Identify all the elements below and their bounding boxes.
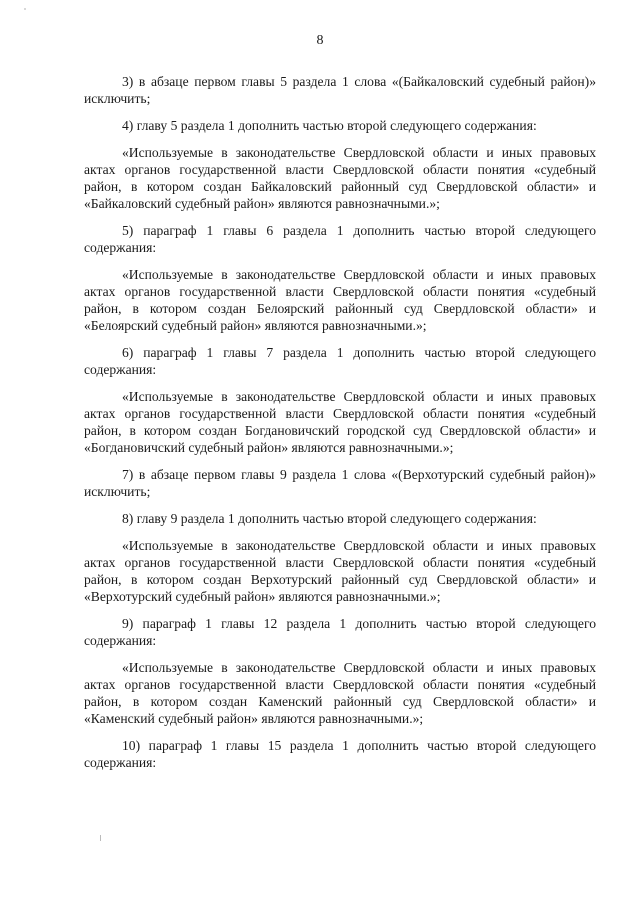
paragraph-item-4: 4) главу 5 раздела 1 дополнить частью второй следующего содержания: <box>122 118 537 133</box>
paragraph-item-6: 6) параграф 1 главы 7 раздела 1 дополнить частью второй следующего содержания: <box>84 345 596 377</box>
paragraph-item-9: 9) параграф 1 главы 12 раздела 1 дополнить частью второй следующего содержания: <box>84 616 596 648</box>
scan-speck <box>24 8 26 10</box>
paragraph-item-8: 8) главу 9 раздела 1 дополнить частью второй следующего содержания: <box>122 511 537 526</box>
paragraph-quote-baykalovsky: «Используемые в законодательстве Свердловской области и иных правовых актах органов государственной власти Свердловской области понятия «судебный район, в котором создан Байкаловский районный суд Свердловской области» и «Байкаловский судебный район» являются равнозначными.»; <box>84 145 596 211</box>
paragraph-item-5: 5) параграф 1 главы 6 раздела 1 дополнить частью второй следующего содержания: <box>84 223 596 255</box>
paragraph-quote-beloyarsky: «Используемые в законодательстве Свердловской области и иных правовых актах органов государственной власти Свердловской области понятия «судебный район, в котором создан Белоярский районный суд Свердловской области» и «Белоярский судебный район» являются равнозначными.»; <box>84 267 596 333</box>
paragraph-quote-kamensky: «Используемые в законодательстве Свердловской области и иных правовых актах органов государственной власти Свердловской области понятия «судебный район, в котором создан Каменский районный суд Свердловской области» и «Каменский судебный район» являются равнозначными.»; <box>84 660 596 726</box>
paragraph-item-7: 7) в абзаце первом главы 9 раздела 1 слова «(Верхотурский судебный район)» исключить; <box>84 467 596 499</box>
paragraph-item-10: 10) параграф 1 главы 15 раздела 1 дополнить частью второй следующего содержания: <box>84 738 596 770</box>
paragraph-item-3: 3) в абзаце первом главы 5 раздела 1 слова «(Байкаловский судебный район)» исключить; <box>84 74 596 106</box>
paragraph-quote-verkhotursky: «Используемые в законодательстве Свердловской области и иных правовых актах органов государственной власти Свердловской области понятия «судебный район, в котором создан Верхотурский районный суд Свердловской области» и «Верхотурский судебный район» являются равнозначными.»; <box>84 538 596 604</box>
document-body <box>84 73 596 771</box>
scan-edge-mark <box>100 835 101 841</box>
page-number: 8 <box>316 33 324 48</box>
paragraph-quote-bogdanovichsky: «Используемые в законодательстве Свердловской области и иных правовых актах органов государственной власти Свердловской области понятия «судебный район, в котором создан Богдановичский городской суд Свердловской области» и «Богдановичский судебный район» являются равнозначными.»; <box>84 389 596 455</box>
